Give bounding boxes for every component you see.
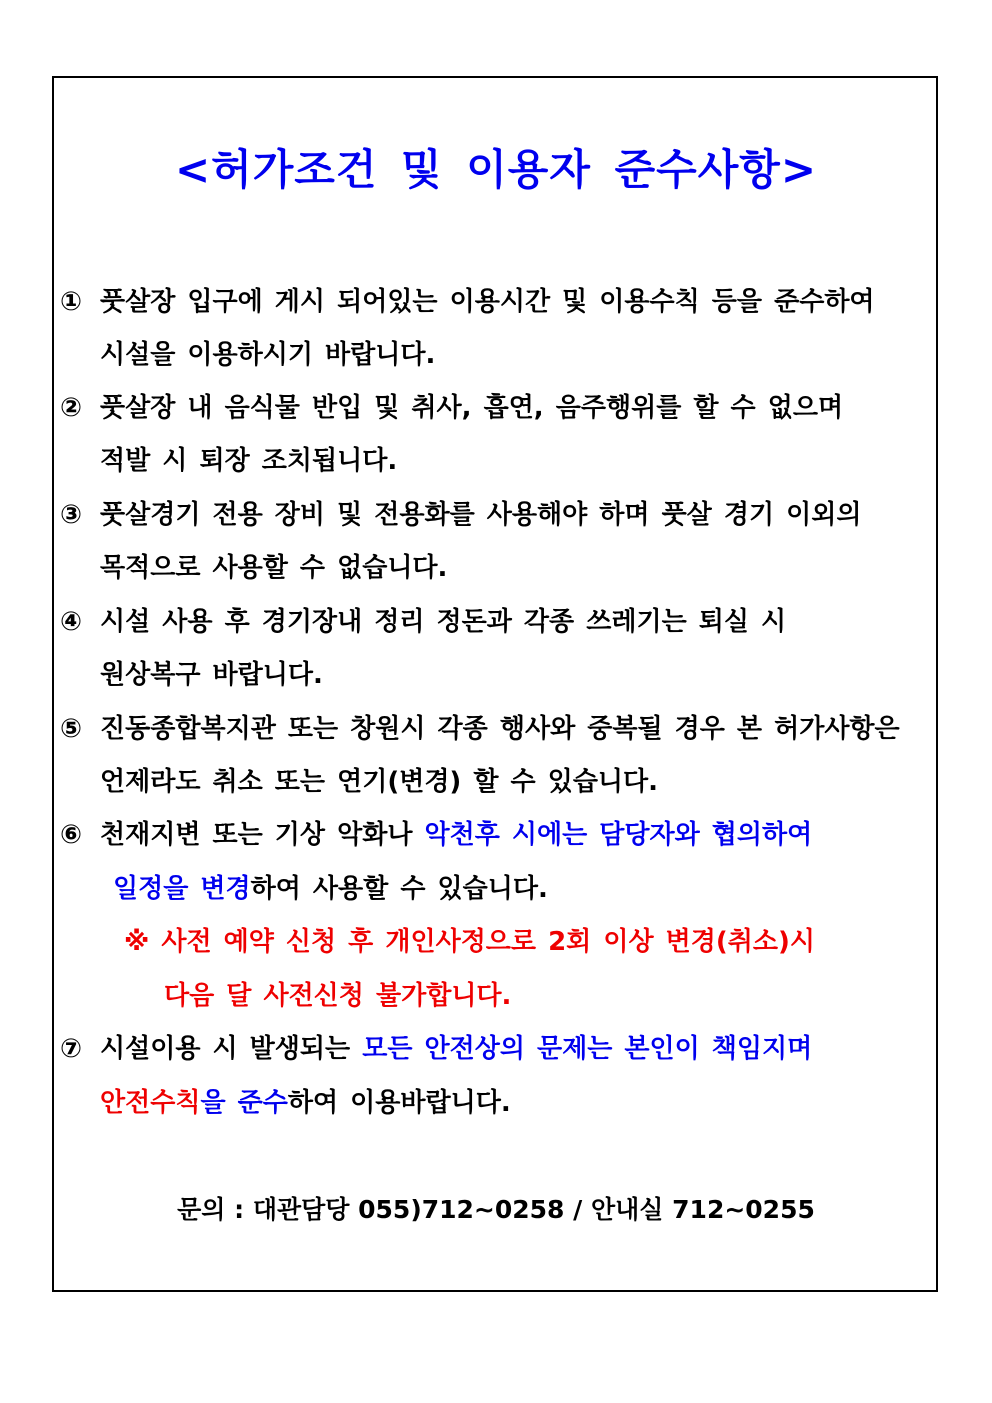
item-4-line-1: 시설 사용 후 경기장내 정리 정돈과 각종 쓰레기는 퇴실 시 (100, 607, 787, 637)
item-7-line-2-blue-2: 준수 (237, 1088, 288, 1118)
item-5-number: ⑤ (60, 714, 83, 744)
page-title: <허가조건 및 이용자 준수사항> (174, 145, 818, 194)
item-6-line-1-blue: 악천후 시에는 담당자와 협의하여 (424, 820, 813, 850)
item-2-line-2: 적발 시 퇴장 조치됩니다. (100, 446, 398, 476)
item-4-number: ④ (60, 607, 83, 637)
item-6-line-2-black: 하여 사용할 수 있습니다. (250, 874, 548, 904)
item-7-line-1 (100, 1031, 812, 1067)
item-6-line-2-blue: 일정을 변경 (113, 874, 251, 904)
item-6-number: ⑥ (60, 820, 83, 850)
item-7-line-1-black: 시설이용 시 발생되는 (100, 1034, 363, 1064)
item-7-line-1-blue: 모든 안전상의 문제는 본인이 책임지며 (362, 1034, 813, 1064)
item-5-line-2: 언제라도 취소 또는 연기(변경) 할 수 있습니다. (100, 767, 659, 797)
item-2-number: ② (60, 393, 83, 423)
item-7-number: ⑦ (60, 1034, 83, 1064)
item-7-line-2-black: 하여 이용바랍니다. (287, 1088, 511, 1118)
item-7-line-2 (100, 1085, 511, 1121)
item-5-line-1: 진동종합복지관 또는 창원시 각종 행사와 중복될 경우 본 허가사항은 (100, 714, 900, 744)
item-1-number: ① (60, 287, 83, 317)
item-3-line-2: 목적으로 사용할 수 없습니다. (100, 553, 448, 583)
item-7-line-2-red: 안전수칙 (100, 1088, 201, 1118)
item-6-line-2 (113, 871, 548, 907)
item-6-note-line-2: 다음 달 사전신청 불가합니다. (164, 981, 512, 1011)
item-6-line-1 (100, 817, 812, 853)
item-4-line-2: 원상복구 바랍니다. (100, 660, 323, 690)
item-3-line-1: 풋살경기 전용 장비 및 전용화를 사용해야 하며 풋살 경기 이외의 (100, 500, 862, 530)
contact-info: 문의 : 대관담당 055)712~0258 / 안내실 712~0255 (177, 1195, 815, 1224)
item-1-line-2: 시설을 이용하시기 바랍니다. (100, 340, 436, 370)
item-6-note-line-1: ※ 사전 예약 신청 후 개인사정으로 2회 이상 변경(취소)시 (124, 927, 815, 957)
item-6-line-1-black: 천재지변 또는 기상 악화나 (100, 820, 425, 850)
item-2-line-1: 풋살장 내 음식물 반입 및 취사, 흡연, 음주행위를 할 수 없으며 (100, 393, 844, 423)
item-1-line-1: 풋살장 입구에 게시 되어있는 이용시간 및 이용수칙 등을 준수하여 (100, 287, 875, 317)
item-7-line-2-blue-1: 을 (200, 1088, 238, 1118)
item-3-number: ③ (60, 500, 83, 530)
